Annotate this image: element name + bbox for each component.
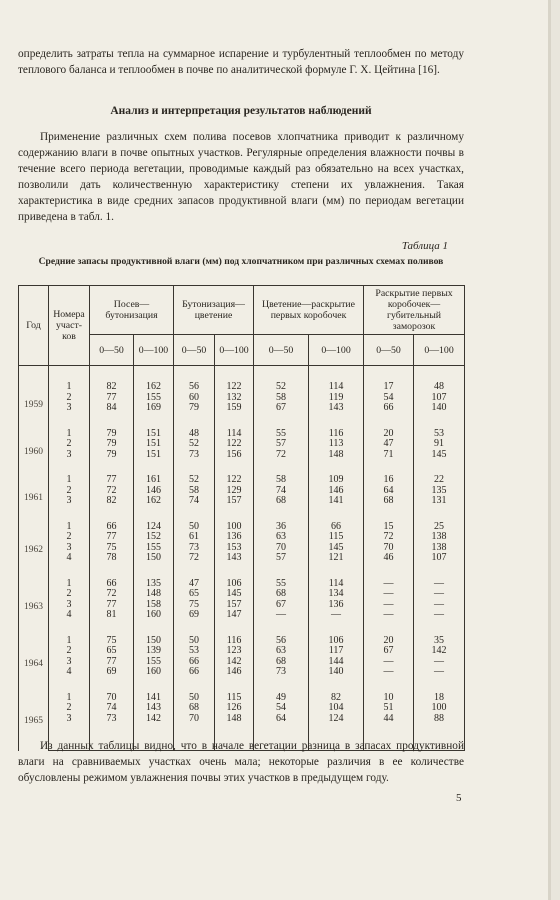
year-cell: 1964 bbox=[19, 636, 49, 693]
value-cell: 143 bbox=[309, 403, 364, 429]
value-cell: 46 bbox=[364, 553, 414, 579]
value-cell: 145 bbox=[215, 589, 254, 600]
value-cell: 117 bbox=[309, 646, 364, 657]
value-cell: 77 bbox=[90, 475, 134, 486]
table-row bbox=[19, 657, 465, 668]
value-cell: 63 bbox=[254, 532, 309, 543]
value-cell: 67 bbox=[254, 403, 309, 429]
value-cell: 158 bbox=[134, 600, 174, 611]
value-cell: 122 bbox=[215, 475, 254, 486]
plot-cell: 1 bbox=[49, 522, 90, 533]
table-row bbox=[19, 393, 465, 404]
table-body bbox=[19, 366, 465, 751]
value-cell: 68 bbox=[364, 496, 414, 522]
value-cell: 100 bbox=[414, 703, 465, 714]
value-cell: 77 bbox=[90, 532, 134, 543]
value-cell: 109 bbox=[309, 475, 364, 486]
value-cell: 162 bbox=[134, 496, 174, 522]
table-row bbox=[19, 703, 465, 714]
value-cell: 114 bbox=[309, 366, 364, 393]
value-cell: 134 bbox=[309, 589, 364, 600]
value-cell: 54 bbox=[254, 703, 309, 714]
table-row bbox=[19, 610, 465, 636]
depth-header: 0—50 bbox=[254, 335, 309, 366]
value-cell: 161 bbox=[134, 475, 174, 486]
value-cell: 107 bbox=[414, 393, 465, 404]
value-cell: 123 bbox=[215, 646, 254, 657]
value-cell: 47 bbox=[364, 439, 414, 450]
value-cell: 73 bbox=[90, 714, 134, 751]
value-cell: 50 bbox=[174, 693, 215, 704]
value-cell: 77 bbox=[90, 657, 134, 668]
value-cell: 49 bbox=[254, 693, 309, 704]
value-cell: 100 bbox=[215, 522, 254, 533]
plot-cell: 4 bbox=[49, 610, 90, 636]
value-cell: 143 bbox=[215, 553, 254, 579]
value-cell: 159 bbox=[215, 403, 254, 429]
value-cell: 124 bbox=[309, 714, 364, 751]
value-cell: — bbox=[364, 667, 414, 693]
value-cell: — bbox=[414, 600, 465, 611]
table-row bbox=[19, 579, 465, 590]
value-cell: 53 bbox=[174, 646, 215, 657]
value-cell: 68 bbox=[174, 703, 215, 714]
value-cell: 151 bbox=[134, 450, 174, 476]
table-row bbox=[19, 600, 465, 611]
table-row bbox=[19, 522, 465, 533]
depth-header: 0—100 bbox=[309, 335, 364, 366]
value-cell: 54 bbox=[364, 393, 414, 404]
value-cell: 126 bbox=[215, 703, 254, 714]
value-cell: 25 bbox=[414, 522, 465, 533]
value-cell: 65 bbox=[174, 589, 215, 600]
moisture-table bbox=[18, 285, 465, 751]
table-row bbox=[19, 496, 465, 522]
value-cell: 131 bbox=[414, 496, 465, 522]
value-cell: 114 bbox=[309, 579, 364, 590]
body-paragraph-1: Применение различных схем полива посевов хлопчатника приводит к различному содержанию влаги в почве опытных участков. Регулярные определения влажности почвы в течение всего периода вегетации, проводимые каждый раз обязательно на всех участках, позволили дать количественную характеристику степени их увлажнения. Такая характеристика в виде средних запасов продуктивной влаги (мм) по периодам вегетации приведена в табл. 1. bbox=[18, 131, 464, 223]
header-plot: Номера участ-ков bbox=[49, 286, 90, 366]
value-cell: 72 bbox=[90, 589, 134, 600]
value-cell: 162 bbox=[134, 366, 174, 393]
year-cell: 1960 bbox=[19, 429, 49, 476]
table-title: Средние запасы продуктивной влаги (мм) под хлопчатником при различных схемах поливов bbox=[38, 256, 444, 267]
value-cell: 150 bbox=[134, 636, 174, 647]
value-cell: 55 bbox=[254, 579, 309, 590]
value-cell: 151 bbox=[134, 429, 174, 440]
value-cell: 68 bbox=[254, 589, 309, 600]
table-row bbox=[19, 636, 465, 647]
value-cell: 68 bbox=[254, 496, 309, 522]
table-row bbox=[19, 543, 465, 554]
value-cell: 58 bbox=[254, 475, 309, 486]
value-cell: 73 bbox=[174, 543, 215, 554]
value-cell: 84 bbox=[90, 403, 134, 429]
value-cell: 16 bbox=[364, 475, 414, 486]
table-row bbox=[19, 429, 465, 440]
value-cell: 79 bbox=[90, 450, 134, 476]
value-cell: 52 bbox=[174, 439, 215, 450]
header-year: Год bbox=[19, 286, 49, 366]
plot-cell: 2 bbox=[49, 703, 90, 714]
value-cell: 157 bbox=[215, 600, 254, 611]
value-cell: 145 bbox=[309, 543, 364, 554]
value-cell: 153 bbox=[215, 543, 254, 554]
value-cell: 82 bbox=[90, 366, 134, 393]
value-cell: 55 bbox=[254, 429, 309, 440]
value-cell: — bbox=[364, 610, 414, 636]
value-cell: 152 bbox=[134, 532, 174, 543]
value-cell: 48 bbox=[414, 366, 465, 393]
value-cell: — bbox=[309, 610, 364, 636]
plot-cell: 3 bbox=[49, 657, 90, 668]
plot-cell: 1 bbox=[49, 579, 90, 590]
plot-cell: 2 bbox=[49, 646, 90, 657]
plot-cell: 1 bbox=[49, 366, 90, 393]
value-cell: 160 bbox=[134, 667, 174, 693]
depth-header: 0—50 bbox=[174, 335, 215, 366]
year-cell: 1961 bbox=[19, 475, 49, 522]
value-cell: 56 bbox=[254, 636, 309, 647]
value-cell: 67 bbox=[364, 646, 414, 657]
value-cell: 115 bbox=[309, 532, 364, 543]
value-cell: 88 bbox=[414, 714, 465, 751]
table-row bbox=[19, 475, 465, 486]
value-cell: 169 bbox=[134, 403, 174, 429]
value-cell: 72 bbox=[174, 553, 215, 579]
value-cell: 50 bbox=[174, 636, 215, 647]
plot-cell: 2 bbox=[49, 393, 90, 404]
value-cell: 74 bbox=[90, 703, 134, 714]
value-cell: 116 bbox=[309, 429, 364, 440]
value-cell: 66 bbox=[364, 403, 414, 429]
value-cell: 122 bbox=[215, 366, 254, 393]
plot-cell: 2 bbox=[49, 486, 90, 497]
year-cell: 1959 bbox=[19, 366, 49, 429]
value-cell: 79 bbox=[90, 429, 134, 440]
body-paragraph-2: Из данных таблицы видно, что в начале вегетации разница в запасах продуктивной влаги на сравниваемых участках очень мала; некоторые различия в ее количестве обусловлены режимом увлажнения почвы этих участков в предыдущем году. bbox=[18, 740, 464, 784]
value-cell: 140 bbox=[309, 667, 364, 693]
value-cell: 58 bbox=[254, 393, 309, 404]
value-cell: 68 bbox=[254, 657, 309, 668]
value-cell: 44 bbox=[364, 714, 414, 751]
value-cell: 20 bbox=[364, 636, 414, 647]
value-cell: 75 bbox=[174, 600, 215, 611]
plot-cell: 2 bbox=[49, 439, 90, 450]
year-cell: 1963 bbox=[19, 579, 49, 636]
year-cell: 1965 bbox=[19, 693, 49, 751]
table-row bbox=[19, 532, 465, 543]
value-cell: 20 bbox=[364, 429, 414, 440]
value-cell: 52 bbox=[254, 366, 309, 393]
value-cell: 142 bbox=[215, 657, 254, 668]
value-cell: 75 bbox=[90, 636, 134, 647]
value-cell: 69 bbox=[90, 667, 134, 693]
value-cell: 78 bbox=[90, 553, 134, 579]
value-cell: 160 bbox=[134, 610, 174, 636]
value-cell: 72 bbox=[90, 486, 134, 497]
value-cell: — bbox=[414, 610, 465, 636]
table-row bbox=[19, 486, 465, 497]
header-flowering: Цветение—раскрытие первых коробочек bbox=[254, 286, 364, 335]
depth-header: 0—100 bbox=[414, 335, 465, 366]
value-cell: 77 bbox=[90, 393, 134, 404]
value-cell: 67 bbox=[254, 600, 309, 611]
value-cell: 70 bbox=[174, 714, 215, 751]
value-cell: 146 bbox=[309, 486, 364, 497]
plot-cell: 2 bbox=[49, 589, 90, 600]
value-cell: 75 bbox=[90, 543, 134, 554]
value-cell: — bbox=[364, 589, 414, 600]
table-row bbox=[19, 450, 465, 476]
value-cell: 135 bbox=[134, 579, 174, 590]
value-cell: 148 bbox=[134, 589, 174, 600]
value-cell: 10 bbox=[364, 693, 414, 704]
plot-cell: 3 bbox=[49, 600, 90, 611]
value-cell: 107 bbox=[414, 553, 465, 579]
value-cell: 70 bbox=[254, 543, 309, 554]
value-cell: 35 bbox=[414, 636, 465, 647]
value-cell: 139 bbox=[134, 646, 174, 657]
table-row bbox=[19, 646, 465, 657]
value-cell: 66 bbox=[90, 522, 134, 533]
intro-paragraph: определить затраты тепла на суммарное испарение и турбулентный теплообмен по методу теплового баланса и теплообмен в почве по аналитической формуле Г. Х. Цейтина [16]. bbox=[18, 48, 464, 76]
plot-cell: 1 bbox=[49, 636, 90, 647]
header-budding: Бутонизация—цветение bbox=[174, 286, 254, 335]
value-cell: 155 bbox=[134, 393, 174, 404]
value-cell: 50 bbox=[174, 522, 215, 533]
value-cell: 47 bbox=[174, 579, 215, 590]
value-cell: 70 bbox=[364, 543, 414, 554]
year-cell: 1962 bbox=[19, 522, 49, 579]
value-cell: 15 bbox=[364, 522, 414, 533]
value-cell: 79 bbox=[90, 439, 134, 450]
value-cell: 74 bbox=[254, 486, 309, 497]
value-cell: 73 bbox=[254, 667, 309, 693]
value-cell: 71 bbox=[364, 450, 414, 476]
value-cell: 51 bbox=[364, 703, 414, 714]
value-cell: 113 bbox=[309, 439, 364, 450]
value-cell: 82 bbox=[309, 693, 364, 704]
value-cell: 142 bbox=[134, 714, 174, 751]
value-cell: 52 bbox=[174, 475, 215, 486]
value-cell: 148 bbox=[215, 714, 254, 751]
value-cell: 48 bbox=[174, 429, 215, 440]
value-cell: 17 bbox=[364, 366, 414, 393]
value-cell: 138 bbox=[414, 543, 465, 554]
value-cell: 143 bbox=[134, 703, 174, 714]
value-cell: 140 bbox=[414, 403, 465, 429]
value-cell: — bbox=[414, 589, 465, 600]
plot-cell: 1 bbox=[49, 475, 90, 486]
value-cell: 141 bbox=[134, 693, 174, 704]
plot-cell: 3 bbox=[49, 714, 90, 751]
value-cell: 150 bbox=[134, 553, 174, 579]
value-cell: 119 bbox=[309, 393, 364, 404]
value-cell: 136 bbox=[309, 600, 364, 611]
value-cell: 74 bbox=[174, 496, 215, 522]
value-cell: — bbox=[414, 579, 465, 590]
value-cell: 136 bbox=[215, 532, 254, 543]
value-cell: 106 bbox=[309, 636, 364, 647]
value-cell: 64 bbox=[364, 486, 414, 497]
depth-header: 0—100 bbox=[134, 335, 174, 366]
table-row bbox=[19, 553, 465, 579]
header-sowing: Посев—бутонизация bbox=[90, 286, 174, 335]
table-row bbox=[19, 589, 465, 600]
value-cell: 155 bbox=[134, 543, 174, 554]
depth-header: 0—50 bbox=[90, 335, 134, 366]
value-cell: 124 bbox=[134, 522, 174, 533]
value-cell: — bbox=[414, 657, 465, 668]
value-cell: — bbox=[364, 579, 414, 590]
plot-cell: 4 bbox=[49, 667, 90, 693]
table-row bbox=[19, 366, 465, 393]
value-cell: 73 bbox=[174, 450, 215, 476]
plot-cell: 3 bbox=[49, 450, 90, 476]
value-cell: 82 bbox=[90, 496, 134, 522]
value-cell: 66 bbox=[90, 579, 134, 590]
page-number: 5 bbox=[456, 792, 462, 804]
value-cell: 155 bbox=[134, 657, 174, 668]
table-number: Таблица 1 bbox=[401, 240, 448, 252]
value-cell: 114 bbox=[215, 429, 254, 440]
value-cell: 57 bbox=[254, 553, 309, 579]
value-cell: 151 bbox=[134, 439, 174, 450]
value-cell: 61 bbox=[174, 532, 215, 543]
value-cell: 58 bbox=[174, 486, 215, 497]
value-cell: 57 bbox=[254, 439, 309, 450]
plot-cell: 2 bbox=[49, 532, 90, 543]
value-cell: 106 bbox=[215, 579, 254, 590]
value-cell: 142 bbox=[414, 646, 465, 657]
plot-cell: 3 bbox=[49, 543, 90, 554]
value-cell: 141 bbox=[309, 496, 364, 522]
value-cell: 63 bbox=[254, 646, 309, 657]
value-cell: 138 bbox=[414, 532, 465, 543]
value-cell: 145 bbox=[414, 450, 465, 476]
value-cell: 66 bbox=[309, 522, 364, 533]
table-row bbox=[19, 667, 465, 693]
value-cell: 22 bbox=[414, 475, 465, 486]
plot-cell: 1 bbox=[49, 429, 90, 440]
value-cell: 104 bbox=[309, 703, 364, 714]
value-cell: 146 bbox=[134, 486, 174, 497]
value-cell: 65 bbox=[90, 646, 134, 657]
value-cell: 129 bbox=[215, 486, 254, 497]
value-cell: — bbox=[254, 610, 309, 636]
value-cell: 122 bbox=[215, 439, 254, 450]
value-cell: 36 bbox=[254, 522, 309, 533]
value-cell: — bbox=[414, 667, 465, 693]
plot-cell: 3 bbox=[49, 403, 90, 429]
value-cell: 132 bbox=[215, 393, 254, 404]
plot-cell: 1 bbox=[49, 693, 90, 704]
value-cell: 81 bbox=[90, 610, 134, 636]
table-row bbox=[19, 693, 465, 704]
value-cell: 66 bbox=[174, 667, 215, 693]
value-cell: 157 bbox=[215, 496, 254, 522]
value-cell: 116 bbox=[215, 636, 254, 647]
value-cell: 66 bbox=[174, 657, 215, 668]
value-cell: — bbox=[364, 600, 414, 611]
value-cell: 146 bbox=[215, 667, 254, 693]
value-cell: 72 bbox=[254, 450, 309, 476]
value-cell: 70 bbox=[90, 693, 134, 704]
table-row bbox=[19, 439, 465, 450]
table-row bbox=[19, 403, 465, 429]
value-cell: — bbox=[364, 657, 414, 668]
plot-cell: 3 bbox=[49, 496, 90, 522]
header-opening: Раскрытие первых коробочек—губительный заморозок bbox=[364, 286, 465, 335]
value-cell: 77 bbox=[90, 600, 134, 611]
value-cell: 64 bbox=[254, 714, 309, 751]
value-cell: 72 bbox=[364, 532, 414, 543]
value-cell: 79 bbox=[174, 403, 215, 429]
value-cell: 18 bbox=[414, 693, 465, 704]
section-heading: Анализ и интерпретация результатов наблюдений bbox=[110, 105, 372, 117]
value-cell: 53 bbox=[414, 429, 465, 440]
value-cell: 91 bbox=[414, 439, 465, 450]
depth-header: 0—100 bbox=[215, 335, 254, 366]
value-cell: 115 bbox=[215, 693, 254, 704]
value-cell: 69 bbox=[174, 610, 215, 636]
value-cell: 156 bbox=[215, 450, 254, 476]
depth-header: 0—50 bbox=[364, 335, 414, 366]
value-cell: 60 bbox=[174, 393, 215, 404]
value-cell: 121 bbox=[309, 553, 364, 579]
value-cell: 148 bbox=[309, 450, 364, 476]
value-cell: 147 bbox=[215, 610, 254, 636]
value-cell: 144 bbox=[309, 657, 364, 668]
value-cell: 56 bbox=[174, 366, 215, 393]
plot-cell: 4 bbox=[49, 553, 90, 579]
value-cell: 135 bbox=[414, 486, 465, 497]
